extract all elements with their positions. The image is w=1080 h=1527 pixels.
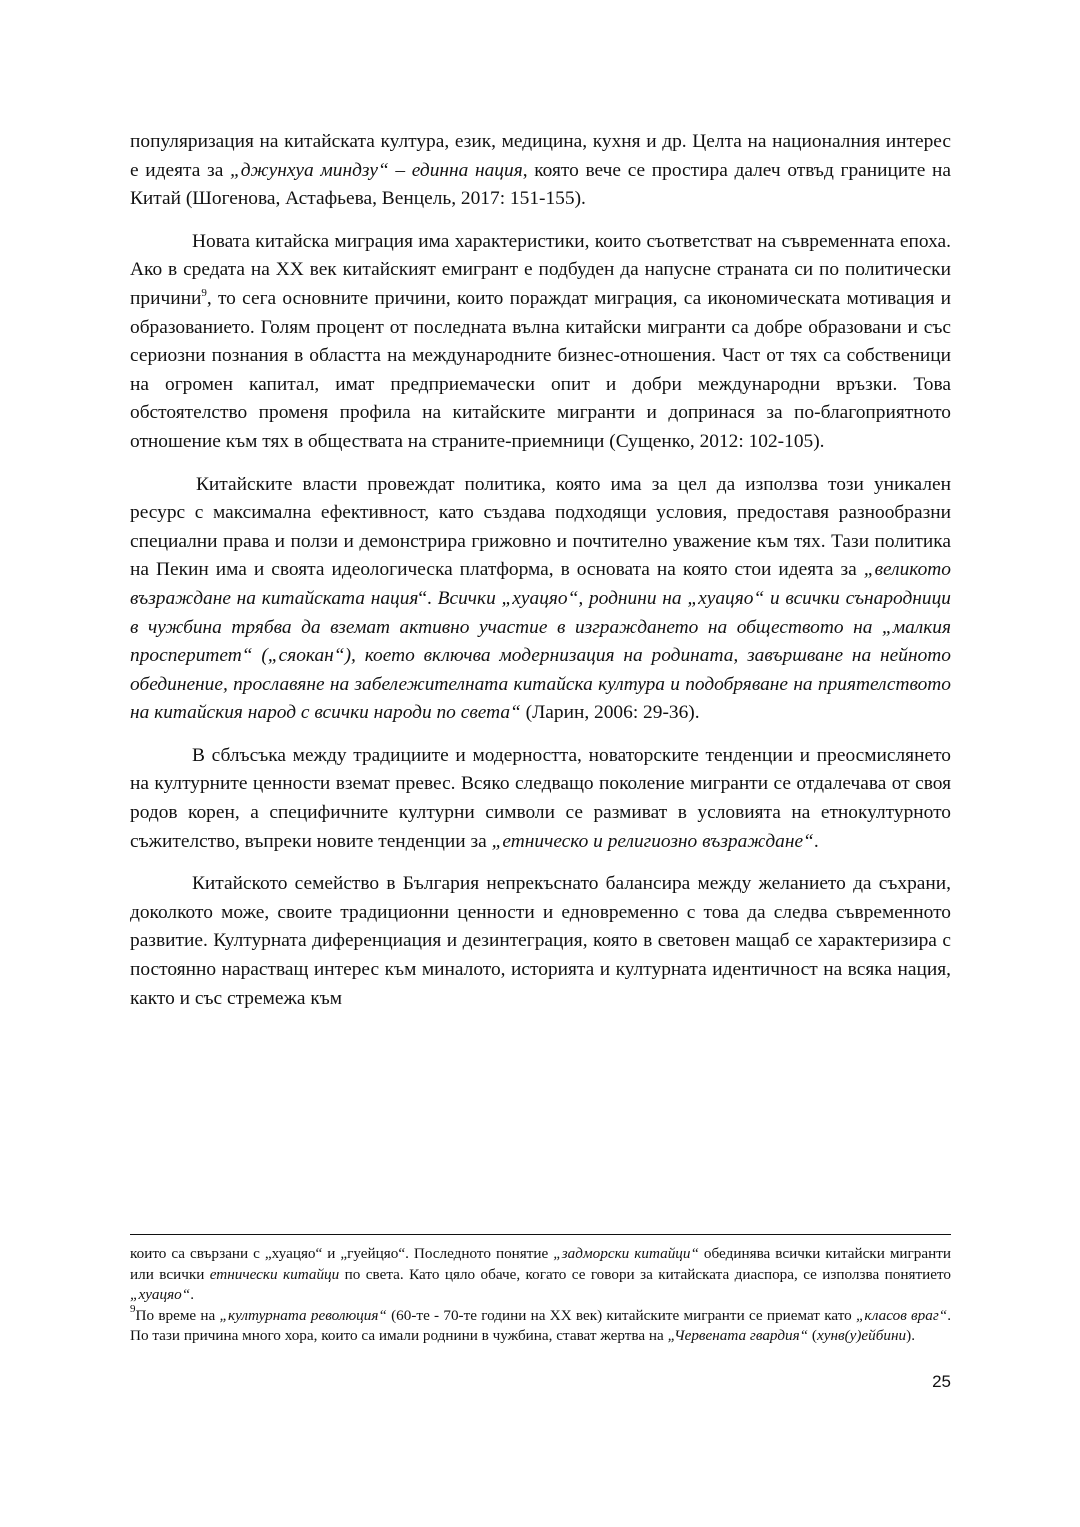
paragraph-1 <box>130 128 951 214</box>
paragraph-4-text: В сблъсъка между традициите и модерността, новаторските тенденции и преосмислянето на културните ценности вземат превес. Всяко следващо поколение мигранти се отдалечава от своя родов корен, а специфичните културни символи се размиват в условията на етнокултурното съжителство, въпреки новите тенденции за <box>130 744 951 852</box>
footnote-emphasis: „класов враг“ <box>855 1306 948 1324</box>
footnote-emphasis: „културната революция“ <box>219 1306 387 1324</box>
footnote-ref-9: 9 <box>201 286 207 299</box>
footnote-emphasis: „задморски китайци“ <box>553 1245 699 1262</box>
footnote-text: които са свързани с „хуацяо“ и „гуейцяо“. Последното понятие <box>130 1245 554 1262</box>
footnote-text: обединява всички китайски мигранти или всички <box>130 1245 952 1283</box>
paragraph-2 <box>130 228 951 457</box>
paragraph-3-text: Китайските власти провеждат политика, която има за цел да използва този уникален ресурс с максимална ефективност, като създава подходящи условия, предоставя разнообразни специални права и ползи и демонстрира грижовно и почтително уважение към тях. Тази политика на Пекин има и своята идеологическа платформа, в основата на която стои идеята за <box>130 473 951 581</box>
paragraph-5 <box>130 870 951 1013</box>
paragraph-3-emphasis: „великото възраждане на китайската нация <box>130 559 951 609</box>
footnote-continued <box>130 1244 951 1306</box>
paragraph-5-text: Китайското семейство в България непрекъснато балансира между желанието да съхрани, доколкото може, своите традиционни ценности и едновременно с това да следва съвременното развитие. Културната диференциация и дезинтеграция, която в световен мащаб се характеризира с постоянно нарастващ интерес към миналото, историята и културната идентичност на всяка нация, както и със стремежа към <box>130 873 951 1009</box>
paragraph-2-text: Новата китайска миграция има характеристики, които съответстват на съвременната епоха. Ако в средата на XX век китайският емигрант е подбуден да напусне страната си по политически причини <box>130 230 951 309</box>
footnote-number: 9 <box>130 1302 136 1315</box>
footnote-text: (60-те - 70-те години на XX век) китайските мигранти се приемат като <box>386 1306 856 1324</box>
footnote-text: по света. Като цяло обаче, когато се говори за китайската диаспора, се използва понятието <box>339 1265 952 1283</box>
footnote-text: ( <box>808 1327 817 1345</box>
footnote-emphasis: „хуацяо“ <box>130 1286 191 1304</box>
page-number: 25 <box>932 1372 951 1391</box>
paragraph-3 <box>130 471 951 728</box>
footnotes <box>130 1244 951 1347</box>
paragraph-3-citation: (Ларин, 2006: 29-36). <box>520 702 700 724</box>
paragraph-3-quote-mark: “. <box>418 587 438 609</box>
footnote-9 <box>130 1302 951 1347</box>
footnote-text: . По тази причина много хора, които са имали роднини в чужбина, стават жертва на <box>130 1306 951 1345</box>
footnote-emphasis: „Червената гвардия“ <box>667 1327 809 1345</box>
paragraph-4 <box>130 742 951 856</box>
footnote-text: По време на <box>135 1306 220 1324</box>
paragraph-2-text-end: , то сега основните причини, които пораждат миграция, са икономическата мотивация и образованието. Голям процент от последната вълна китайски мигранти са добре образовани и със сериозни познания в областта на международните бизнес-отношения. Част от тях са собственици на огромен капитал, имат предприемачески опит и добри международни връзки. Това обстоятелство променя профила на китайските мигранти и допринася за по-благоприятното отношение към тях в обществата на страните-приемници (Сущенко, 2012: 102-105). <box>130 287 951 452</box>
paragraph-1-emphasis: „джунхуа миндзу“ – единна нация <box>229 159 523 181</box>
footnote-text: . <box>190 1286 195 1304</box>
footnote-text: ). <box>906 1327 915 1345</box>
footnote-separator <box>130 1234 951 1235</box>
paragraph-4-emphasis: „етническо и религиозно възраждане“ <box>491 830 814 852</box>
footnote-emphasis: етнически китайци <box>209 1265 340 1283</box>
footnote-emphasis: хунв(у)ейбини <box>816 1327 907 1345</box>
paragraph-1-text-end: , която вече се простира далеч отвъд границите на Китай (Шогенова, Астафьева, Венцель, 2017: 151-155). <box>130 159 951 210</box>
paragraph-3-quotation: Всички „хуацяо“, роднини на „хуацяо“ и всички сънародници в чужбина трябва да вземат активно участие в изграждането на обществото на „малкия просперитет“ („сяокан“), което включва модернизация на родината, завършване на нейното обединение, прославяне на забележителната китайска култура и подобряване на приятелството на китайския народ с всички народи по света“ <box>130 587 951 724</box>
paragraph-1-text: популяризация на китайската култура, език, медицина, кухня и др. Целта на националния интерес е идеята за <box>130 131 951 181</box>
paragraph-4-text-end: . <box>813 830 819 852</box>
body-text <box>130 128 951 1027</box>
